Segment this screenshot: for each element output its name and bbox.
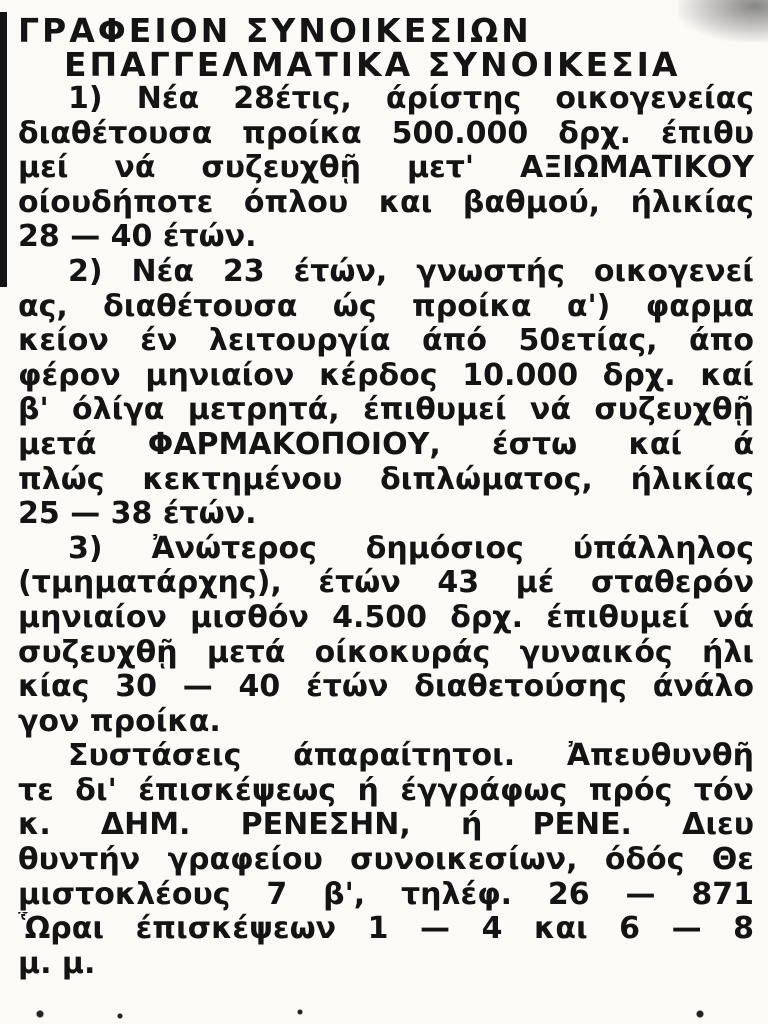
advertisement-text	[18, 11, 754, 981]
listing-line: κείον έν λειτουργία άπό 50ετίας, άπο	[18, 324, 754, 359]
listing-line: μηνιαίον μισθόν 4.500 δρχ. έπιθυμεί νά	[18, 600, 754, 635]
office-heading: ΓΡΑΦΕΙΟΝ ΣΥΝΟΙΚΕΣΙΩΝ	[18, 11, 532, 50]
category-heading: ΕΠΑΓΓΕΛΜΑΤΙΚΑ ΣΥΝΟΙΚΕΣΙΑ	[64, 45, 681, 84]
listing-line: γον προίκα.	[18, 704, 221, 739]
listing-2	[18, 255, 754, 532]
listing-line: β' όλίγα μετρητά, έπιθυμεί νά συζευχθῇ	[18, 393, 754, 428]
listing-line: 1) Νέα 28έτις, άρίστης οικογενείας	[68, 82, 754, 116]
listing-line: 28 — 40 έτών.	[18, 220, 257, 255]
contact-line: τε δι' έπισκέψεως ή έγγράφως πρός τόν	[18, 773, 754, 808]
contact-line: Ὧραι έπισκέψεων 1 — 4 και 6 — 8	[18, 912, 754, 947]
contact-line: μιστοκλέους 7 β', τηλέφ. 26 — 871	[18, 877, 754, 912]
listing-line: μετά ΦΑΡΜΑΚΟΠΟΙΟΥ, έστω καί ά	[18, 427, 754, 462]
listing-line: συζευχθῇ μετά οίκοκυράς γυναικός ήλι	[18, 635, 754, 670]
listing-3	[18, 532, 754, 740]
listing-line: ας, διαθέτουσα ώς προίκα α') φαρμα	[18, 289, 754, 324]
listing-1	[18, 82, 754, 255]
listing-line: κίας 30 — 40 έτών διαθετούσης άνάλο	[18, 670, 754, 705]
contact-line: Συστάσεις άπαραίτητοι. Ἀπευθυνθῆ	[68, 739, 754, 774]
listing-line: οίουδήποτε όπλου και βαθμού, ήλικίας	[18, 185, 754, 220]
listing-line: 25 — 38 έτών.	[18, 497, 257, 532]
contact-info	[18, 739, 754, 981]
listing-line: μεί νά συζευχθῇ μετ' ΑΞΙΩΜΑΤΙΚΟΥ	[18, 151, 754, 186]
listing-line: φέρον μηνιαίον κέρδος 10.000 δρχ. καί	[18, 358, 754, 393]
column-rule	[0, 12, 7, 287]
print-specks	[0, 1002, 768, 1024]
listing-line: 2) Νέα 23 έτών, γνωστής οικογενεί	[68, 254, 754, 289]
listing-line: πλώς κεκτημένου διπλώματος, ήλικίας	[18, 462, 754, 497]
listing-line: διαθέτουσα προίκα 500.000 δρχ. έπιθυ	[18, 116, 754, 151]
contact-line: κ. ΔΗΜ. ΡΕΝΕΣΗΝ, ή ΡΕΝΕ. Διευ	[18, 808, 754, 843]
contact-line: μ. μ.	[18, 946, 96, 981]
contact-line: θυντήν γραφείου συνοικεσίων, όδός Θε	[18, 843, 754, 878]
listing-line: (τμηματάρχης), έτών 43 μέ σταθερόν	[18, 566, 754, 601]
listing-line: 3) Ἀνώτερος δημόσιος ύπάλληλος	[68, 531, 754, 566]
